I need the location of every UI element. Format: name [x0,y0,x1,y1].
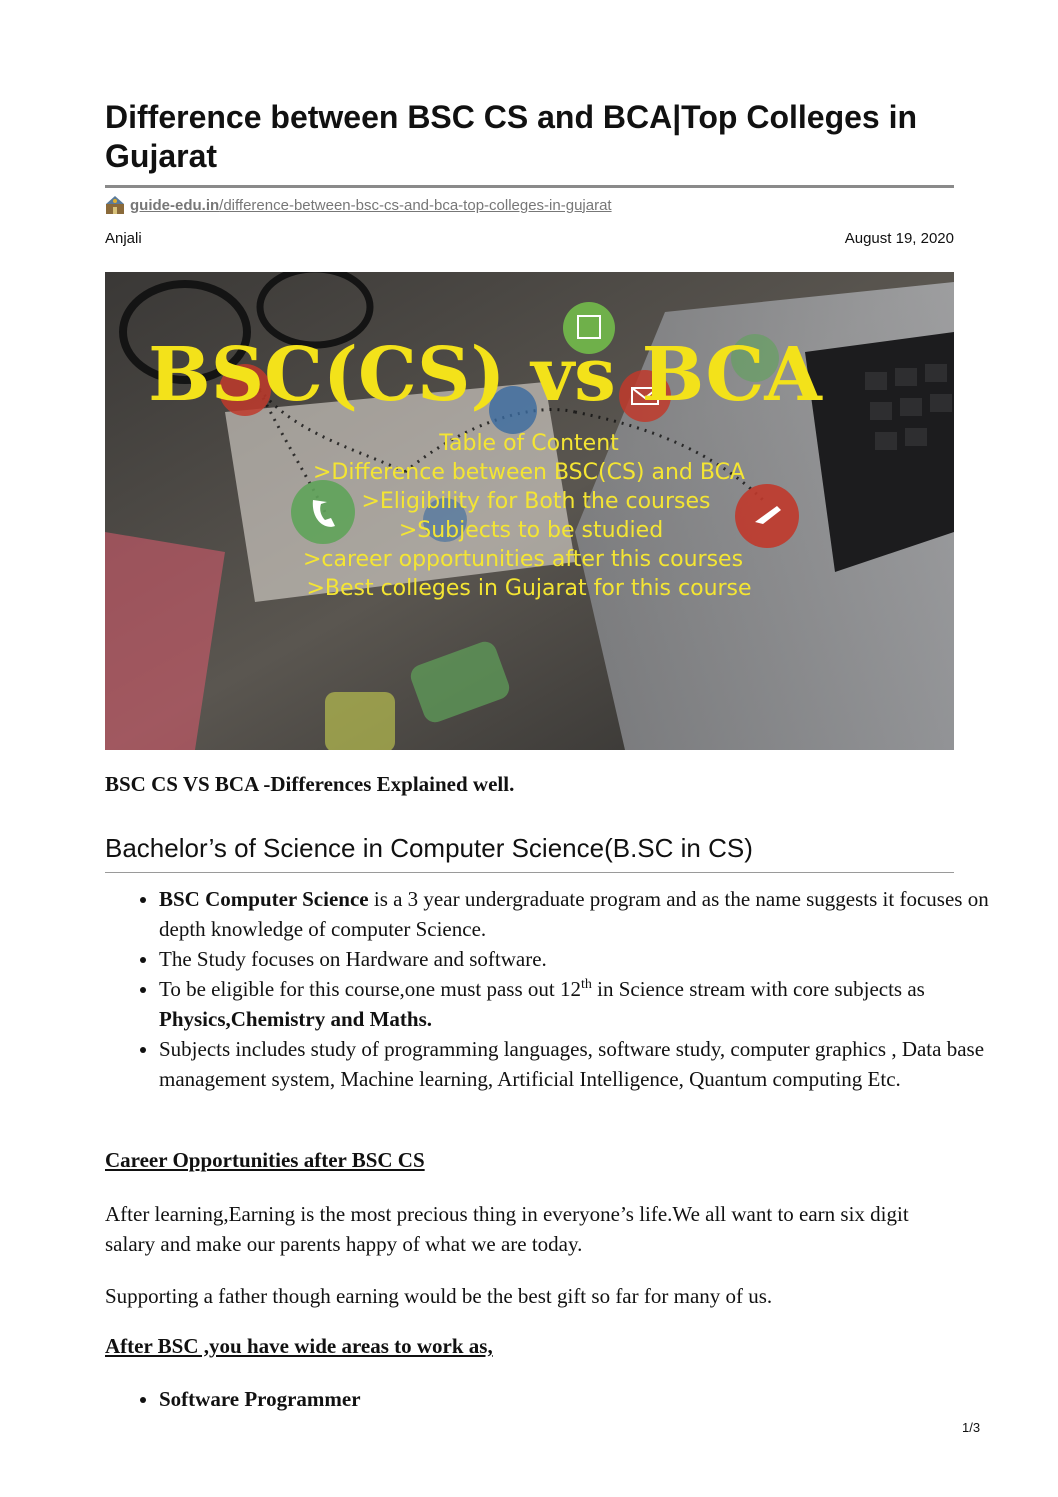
list-item-text: To be eligible for this course,one must pass out 12 [159,977,581,1001]
source-link-row [105,195,612,215]
source-domain: guide-edu.in [130,196,220,214]
list-item [159,974,1008,1034]
bsc-features-list [105,884,1008,1094]
hero-image [105,272,954,750]
hero-toc-line: >Difference between BSC(CS) and BCA [313,460,745,485]
source-link[interactable] [130,197,612,214]
career-paragraph: After learning,Earning is the most precious thing in everyone’s life.We all want to earn six digit salary and make our parents happy of what we are today. [105,1202,909,1256]
image-caption: BSC CS VS BCA -Differences Explained well. [105,772,515,796]
hero-headline: BSC(CS) vs BCA [148,332,822,418]
author-name: Anjali [105,230,142,247]
title-divider [105,185,954,188]
career-subheading: After BSC ,you have wide areas to work as, [105,1334,493,1358]
list-item: • Subjects includes study of programming languages, software study, computer graphics , Data base management system, Machine learning, Artificial Intelligence, Quantum computing Etc. [159,1034,1008,1094]
list-item-text: in Science stream with core subjects as [591,977,925,1001]
section-heading: Bachelor’s of Science in Computer Science(B.SC in CS) [105,833,753,863]
career-list [105,1384,361,1414]
hero-toc-line: Table of Content [439,431,619,456]
page-number: 1/3 [962,1420,981,1435]
hero-toc-line: >Subjects to be studied [398,518,664,543]
source-path: /difference-between-bsc-cs-and-bca-top-colleges-in-gujarat [219,196,612,214]
hero-toc-line: >Eligibility for Both the courses [361,489,711,514]
hero-toc-line: >career opportunities after this courses [302,547,744,572]
hero-toc-line: >Best colleges in Gujarat for this course [306,576,752,601]
list-item-bold: Physics,Chemistry and Maths. [159,1007,433,1031]
publish-date: August 19, 2020 [844,230,954,247]
page-title: Difference between BSC CS and BCA|Top Colleges in Gujarat [105,99,918,174]
list-item: • The Study focuses on Hardware and software. [159,944,1008,974]
career-paragraph: Supporting a father though earning would be the best gift so far for many of us. [105,1284,773,1308]
section-divider [105,872,954,873]
list-item-text: is a 3 year undergraduate program and as the name suggests it focuses on depth knowledge of computer Science. [159,887,989,941]
list-item-bold: BSC Computer Science [159,887,369,911]
list-item: • Software Programmer [159,1384,361,1414]
superscript: th [580,977,592,992]
site-favicon-icon [105,195,125,215]
list-item [159,884,1008,944]
career-heading: Career Opportunities after BSC CS [105,1148,425,1172]
